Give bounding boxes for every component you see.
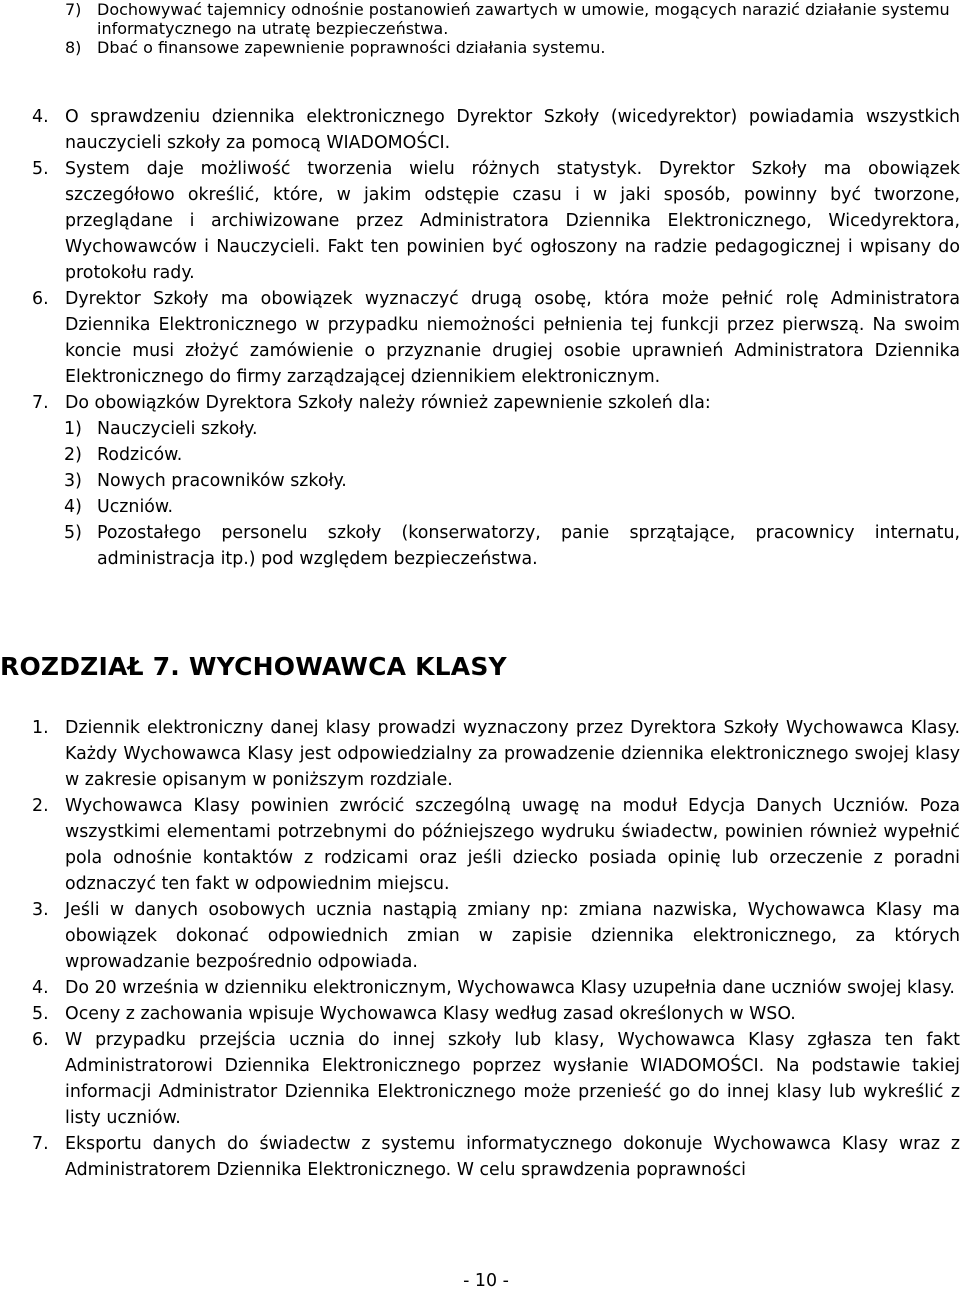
list-item-text: Uczniów. bbox=[97, 497, 174, 517]
list-item bbox=[0, 416, 960, 442]
list-item-text: Oceny z zachowania wpisuje Wychowawca Klasy według zasad określonych w WSO. bbox=[65, 1004, 796, 1024]
list-item bbox=[0, 1001, 960, 1027]
list-item-number: 5) bbox=[64, 523, 82, 543]
list-item bbox=[0, 0, 960, 38]
list-item bbox=[0, 1027, 960, 1131]
list-item-number: 1. bbox=[32, 718, 49, 738]
list-item bbox=[0, 442, 960, 468]
list-item-text: Eksportu danych do świadectw z systemu informatycznego dokonuje Wychowawca Klasy wraz z Administratorem Dziennika Elektronicznego. W celu sprawdzenia poprawności bbox=[65, 1134, 960, 1180]
top-sub-list bbox=[0, 0, 960, 57]
training-list bbox=[0, 416, 960, 572]
list-item bbox=[0, 715, 960, 793]
list-item bbox=[0, 104, 960, 156]
list-item-number: 6. bbox=[32, 289, 49, 309]
list-item-number: 7. bbox=[32, 393, 49, 413]
list-item-text: Dyrektor Szkoły ma obowiązek wyznaczyć drugą osobę, która może pełnić rolę Administratora Dziennika Elektronicznego w przypadku niemożności pełnienia tej funkcji przez pierwszą. Na swoim koncie musi złożyć zamówienie o przyznanie drugiej osobie uprawnień Administratora Dziennika Elektronicznego do firmy zarządzającej dziennikiem elektronicznym. bbox=[65, 289, 960, 387]
chapter-title: ROZDZIAŁ 7. WYCHOWAWCA KLASY bbox=[0, 652, 507, 681]
list-item-text: Dziennik elektroniczny danej klasy prowadzi wyznaczony przez Dyrektora Szkoły Wychowawca Klasy. Każdy Wychowawca Klasy jest odpowiedzialny za prowadzenie dziennika elektronicznego swojej klasy w zakresie opisanym w poniższym rozdziale. bbox=[65, 718, 960, 790]
list-item-number: 1) bbox=[64, 419, 82, 439]
list-item-text: Pozostałego personelu szkoły (konserwatorzy, panie sprzątające, pracownicy internatu, administracja itp.) pod względem bezpieczeństwa. bbox=[97, 523, 960, 569]
list-item-text: Dochowywać tajemnicy odnośnie postanowień zawartych w umowie, mogących narazić działanie systemu informatycznego na utratę bezpieczeństwa. bbox=[97, 0, 950, 38]
page-number: - 10 - bbox=[463, 1271, 509, 1291]
list-item-number: 7) bbox=[65, 0, 82, 19]
list-item-number: 3. bbox=[32, 900, 49, 920]
list-item-number: 4) bbox=[64, 497, 82, 517]
list-item-text: Do obowiązków Dyrektora Szkoły należy również zapewnienie szkoleń dla: bbox=[65, 393, 711, 413]
list-item bbox=[0, 156, 960, 286]
list-item-number: 4. bbox=[32, 978, 49, 998]
list-item-text: O sprawdzeniu dziennika elektronicznego Dyrektor Szkoły (wicedyrektor) powiadamia wszystkich nauczycieli szkoły za pomocą WIADOMOŚCI. bbox=[65, 107, 960, 153]
list-item bbox=[0, 38, 960, 57]
list-item-number: 7. bbox=[32, 1134, 49, 1154]
list-item-number: 2) bbox=[64, 445, 82, 465]
class-teacher-list bbox=[0, 715, 960, 1183]
list-item-text: Wychowawca Klasy powinien zwrócić szczególną uwagę na moduł Edycja Danych Uczniów. Poza wszystkimi elementami potrzebnymi do późniejszego wydruku świadectw, powinien również wypełnić pola odnośnie kontaktów z rodzicami oraz jeśli dziecko posiada opinię lub orzeczenie z poradni odznaczyć ten fakt w odpowiednim miejscu. bbox=[65, 796, 960, 894]
list-item bbox=[0, 390, 960, 416]
list-item bbox=[0, 468, 960, 494]
list-item-text: Do 20 września w dzienniku elektronicznym, Wychowawca Klasy uzupełnia dane uczniów swojej klasy. bbox=[65, 978, 955, 998]
list-item-text: Jeśli w danych osobowych ucznia nastąpią zmiany np: zmiana nazwiska, Wychowawca Klasy ma obowiązek dokonać odpowiednich zmian w zapisie dziennika elektronicznego, za których wprowadzanie bezpośrednio odpowiada. bbox=[65, 900, 960, 972]
director-duties-list bbox=[0, 104, 960, 572]
list-item bbox=[0, 793, 960, 897]
list-item-text: Nowych pracowników szkoły. bbox=[97, 471, 347, 491]
list-item-text: Nauczycieli szkoły. bbox=[97, 419, 258, 439]
list-item-number: 5. bbox=[32, 159, 49, 179]
list-item bbox=[0, 1131, 960, 1183]
list-item bbox=[0, 520, 960, 572]
list-item-number: 8) bbox=[65, 38, 82, 57]
list-item-text: W przypadku przejścia ucznia do innej szkoły lub klasy, Wychowawca Klasy zgłasza ten fakt Administratorowi Dziennika Elektronicznego poprzez wysłanie WIADOMOŚCI. Na podstawie takiej informacji Administrator Dziennika Elektronicznego może przenieść go do innej klasy lub wykreślić z listy uczniów. bbox=[65, 1030, 960, 1128]
list-item-text: System daje możliwość tworzenia wielu różnych statystyk. Dyrektor Szkoły ma obowiązek szczegółowo określić, które, w jakim odstępie czasu i w jaki sposób, powinny być tworzone, przeglądane i archiwizowane przez Administratora Dziennika Elektronicznego, Wicedyrektora, Wychowawców i Nauczycieli. Fakt ten powinien być ogłoszony na radzie pedagogicznej i wpisany do protokołu rady. bbox=[65, 159, 960, 283]
list-item bbox=[0, 286, 960, 390]
list-item-text: Dbać o finansowe zapewnienie poprawności działania systemu. bbox=[97, 38, 606, 57]
list-item bbox=[0, 975, 960, 1001]
list-item-number: 4. bbox=[32, 107, 49, 127]
list-item-number: 6. bbox=[32, 1030, 49, 1050]
list-item bbox=[0, 897, 960, 975]
list-item-number: 3) bbox=[64, 471, 82, 491]
list-item-text: Rodziców. bbox=[97, 445, 183, 465]
list-item-number: 5. bbox=[32, 1004, 49, 1024]
list-item-number: 2. bbox=[32, 796, 49, 816]
list-item bbox=[0, 494, 960, 520]
